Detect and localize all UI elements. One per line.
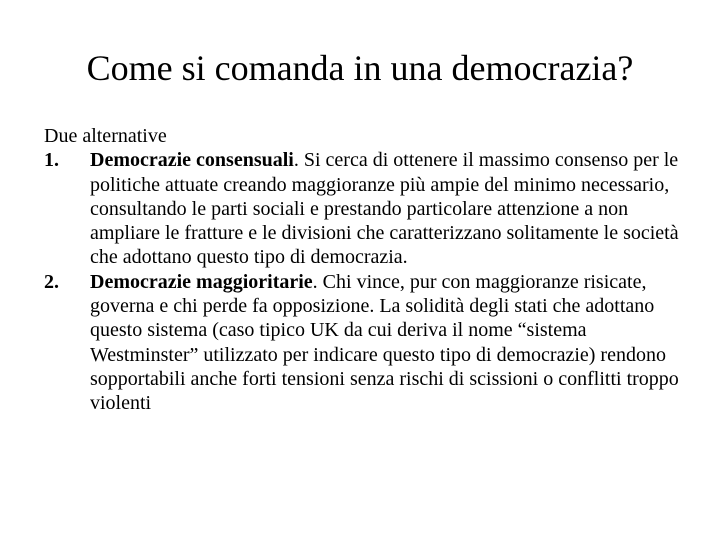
slide-title: Come si comanda in una democrazia?: [86, 48, 634, 88]
intro-text: Due alternative: [44, 125, 167, 147]
list-item-majoritarian: [44, 270, 694, 416]
list-item-number: 1.: [44, 149, 59, 172]
slide-body: [44, 124, 694, 416]
list-item-number: 2.: [44, 270, 59, 293]
list-item-description: . Si cerca di ottenere il massimo consenso per le politiche attuate creando maggioranze più ampie del minimo necessario, consultando le parti sociali e prestando particolare attenzione a non ampliare le fratture e le divisioni che caratterizzano solitamente le società che adottano questo tipo di democrazia.: [90, 149, 679, 269]
list-item-term: Democrazie consensuali: [90, 149, 294, 172]
list-item-body: [90, 270, 694, 416]
list-item-term: Democrazie maggioritarie: [90, 270, 313, 293]
list-item-consensual: [44, 148, 694, 269]
list-item-description: . Chi vince, pur con maggioranze risicate, governa e chi perde fa opposizione. La solidità degli stati che adottano questo sistema (caso tipico UK da cui deriva il nome “sistema Westminster” utilizzato per indicare questo tipo di democrazie) rendono sopportabili anche forti tensioni senza rischi di scissioni o conflitti troppo violenti: [90, 270, 679, 415]
list-item-body: [90, 148, 694, 269]
